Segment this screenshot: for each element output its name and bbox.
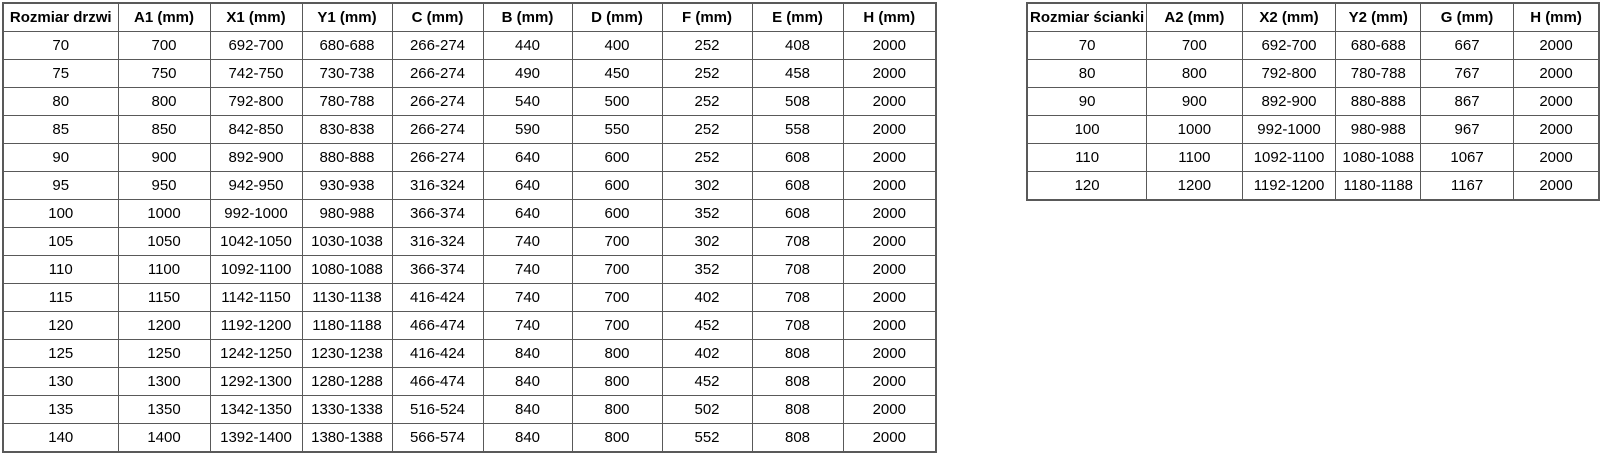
table-cell: 1400 — [118, 424, 210, 453]
table-row — [3, 172, 936, 200]
table-cell: 880-888 — [1336, 88, 1421, 116]
table-cell: 2000 — [843, 312, 936, 340]
table-cell: 1167 — [1421, 172, 1514, 201]
table-cell: 125 — [3, 340, 118, 368]
table-cell: 2000 — [843, 32, 936, 60]
table-cell: 842-850 — [210, 116, 302, 144]
table-cell: 1180-1188 — [302, 312, 392, 340]
table-cell: 266-274 — [392, 88, 483, 116]
table-cell: 2000 — [843, 396, 936, 424]
table-cell: 1242-1250 — [210, 340, 302, 368]
table-cell: 700 — [572, 312, 662, 340]
table-cell: 680-688 — [302, 32, 392, 60]
table-row — [3, 116, 936, 144]
table-cell: 1230-1238 — [302, 340, 392, 368]
table-cell: 740 — [483, 284, 572, 312]
table-cell: 352 — [662, 200, 752, 228]
table-cell: 780-788 — [302, 88, 392, 116]
table-cell: 1292-1300 — [210, 368, 302, 396]
table-cell: 1300 — [118, 368, 210, 396]
table-cell: 800 — [572, 424, 662, 453]
table-cell: 105 — [3, 228, 118, 256]
header-cell: Y2 (mm) — [1336, 3, 1421, 32]
table-cell: 85 — [3, 116, 118, 144]
table-cell: 502 — [662, 396, 752, 424]
table-cell: 740 — [483, 312, 572, 340]
table-cell: 75 — [3, 60, 118, 88]
table-cell: 552 — [662, 424, 752, 453]
table-cell: 708 — [752, 284, 843, 312]
table-cell: 1180-1188 — [1336, 172, 1421, 201]
table-cell: 516-524 — [392, 396, 483, 424]
table-cell: 1380-1388 — [302, 424, 392, 453]
table-cell: 892-900 — [1242, 88, 1336, 116]
header-cell: X2 (mm) — [1242, 3, 1336, 32]
table-cell: 1280-1288 — [302, 368, 392, 396]
table-row — [3, 60, 936, 88]
table-row — [1027, 144, 1599, 172]
table-cell: 2000 — [843, 60, 936, 88]
table-cell: 252 — [662, 32, 752, 60]
table-cell: 466-474 — [392, 368, 483, 396]
table-cell: 416-424 — [392, 340, 483, 368]
table-cell: 1342-1350 — [210, 396, 302, 424]
table-cell: 540 — [483, 88, 572, 116]
table-row — [3, 32, 936, 60]
table-cell: 750 — [118, 60, 210, 88]
table-row — [1027, 172, 1599, 201]
header-cell: X1 (mm) — [210, 3, 302, 32]
table-cell: 767 — [1421, 60, 1514, 88]
table-cell: 840 — [483, 368, 572, 396]
table-cell: 942-950 — [210, 172, 302, 200]
table-cell: 100 — [3, 200, 118, 228]
table-row — [1027, 60, 1599, 88]
table-cell: 708 — [752, 312, 843, 340]
table-cell: 1142-1150 — [210, 284, 302, 312]
table-cell: 808 — [752, 396, 843, 424]
table-cell: 252 — [662, 144, 752, 172]
table-cell: 800 — [1147, 60, 1242, 88]
table-cell: 2000 — [1514, 32, 1599, 60]
door-size-table-body — [3, 32, 936, 453]
table-cell: 1092-1100 — [1242, 144, 1336, 172]
table-cell: 740 — [483, 256, 572, 284]
table-cell: 692-700 — [210, 32, 302, 60]
table-cell: 992-1000 — [210, 200, 302, 228]
header-cell: H (mm) — [1514, 3, 1599, 32]
table-cell: 2000 — [843, 368, 936, 396]
table-cell: 252 — [662, 116, 752, 144]
door-size-table — [2, 2, 937, 453]
table-cell: 808 — [752, 368, 843, 396]
table-cell: 2000 — [843, 200, 936, 228]
table-cell: 2000 — [1514, 144, 1599, 172]
table-cell: 850 — [118, 116, 210, 144]
header-cell: G (mm) — [1421, 3, 1514, 32]
table-cell: 1192-1200 — [210, 312, 302, 340]
header-cell: F (mm) — [662, 3, 752, 32]
table-cell: 2000 — [843, 116, 936, 144]
table-cell: 252 — [662, 60, 752, 88]
table-cell: 2000 — [1514, 172, 1599, 201]
table-cell: 440 — [483, 32, 572, 60]
table-cell: 110 — [3, 256, 118, 284]
table-cell: 590 — [483, 116, 572, 144]
table-cell: 2000 — [843, 256, 936, 284]
table-cell: 1392-1400 — [210, 424, 302, 453]
header-cell: H (mm) — [843, 3, 936, 32]
table-cell: 1192-1200 — [1242, 172, 1336, 201]
table-cell: 700 — [572, 228, 662, 256]
header-row — [3, 3, 936, 32]
wall-size-table — [1026, 2, 1600, 201]
wall-size-table-container — [1026, 2, 1600, 201]
table-cell: 740 — [483, 228, 572, 256]
table-cell: 1100 — [1147, 144, 1242, 172]
table-cell: 792-800 — [1242, 60, 1336, 88]
table-cell: 1080-1088 — [1336, 144, 1421, 172]
table-cell: 608 — [752, 172, 843, 200]
table-row — [3, 228, 936, 256]
table-cell: 600 — [572, 144, 662, 172]
table-cell: 2000 — [843, 228, 936, 256]
header-cell: Rozmiar ścianki — [1027, 3, 1147, 32]
table-cell: 140 — [3, 424, 118, 453]
table-cell: 1067 — [1421, 144, 1514, 172]
table-cell: 2000 — [843, 88, 936, 116]
table-cell: 742-750 — [210, 60, 302, 88]
table-cell: 700 — [572, 256, 662, 284]
table-cell: 1350 — [118, 396, 210, 424]
table-cell: 1130-1138 — [302, 284, 392, 312]
table-cell: 408 — [752, 32, 843, 60]
door-size-table-container — [2, 2, 937, 453]
table-cell: 608 — [752, 200, 843, 228]
table-cell: 730-738 — [302, 60, 392, 88]
table-cell: 830-838 — [302, 116, 392, 144]
table-cell: 2000 — [1514, 88, 1599, 116]
table-cell: 840 — [483, 396, 572, 424]
table-cell: 316-324 — [392, 172, 483, 200]
table-cell: 840 — [483, 340, 572, 368]
table-cell: 452 — [662, 312, 752, 340]
table-cell: 402 — [662, 284, 752, 312]
table-cell: 640 — [483, 144, 572, 172]
table-cell: 800 — [118, 88, 210, 116]
table-cell: 950 — [118, 172, 210, 200]
table-cell: 1000 — [118, 200, 210, 228]
wall-size-table-body — [1027, 32, 1599, 201]
table-cell: 115 — [3, 284, 118, 312]
table-cell: 490 — [483, 60, 572, 88]
table-cell: 708 — [752, 228, 843, 256]
table-cell: 808 — [752, 424, 843, 453]
table-cell: 1100 — [118, 256, 210, 284]
header-cell: A2 (mm) — [1147, 3, 1242, 32]
table-cell: 458 — [752, 60, 843, 88]
table-cell: 400 — [572, 32, 662, 60]
table-cell: 352 — [662, 256, 752, 284]
table-cell: 266-274 — [392, 60, 483, 88]
table-cell: 70 — [1027, 32, 1147, 60]
table-cell: 1330-1338 — [302, 396, 392, 424]
table-cell: 302 — [662, 172, 752, 200]
header-cell: Rozmiar drzwi — [3, 3, 118, 32]
table-cell: 800 — [572, 340, 662, 368]
table-cell: 1080-1088 — [302, 256, 392, 284]
table-cell: 780-788 — [1336, 60, 1421, 88]
table-cell: 1042-1050 — [210, 228, 302, 256]
header-row — [1027, 3, 1599, 32]
table-cell: 680-688 — [1336, 32, 1421, 60]
table-cell: 930-938 — [302, 172, 392, 200]
table-cell: 708 — [752, 256, 843, 284]
table-cell: 900 — [118, 144, 210, 172]
table-cell: 2000 — [843, 424, 936, 453]
header-cell: C (mm) — [392, 3, 483, 32]
table-cell: 600 — [572, 172, 662, 200]
header-cell: E (mm) — [752, 3, 843, 32]
table-cell: 792-800 — [210, 88, 302, 116]
table-cell: 80 — [1027, 60, 1147, 88]
table-cell: 800 — [572, 368, 662, 396]
table-cell: 892-900 — [210, 144, 302, 172]
table-cell: 266-274 — [392, 144, 483, 172]
table-cell: 2000 — [843, 144, 936, 172]
table-cell: 700 — [1147, 32, 1242, 60]
table-cell: 70 — [3, 32, 118, 60]
table-cell: 808 — [752, 340, 843, 368]
table-cell: 402 — [662, 340, 752, 368]
table-cell: 135 — [3, 396, 118, 424]
table-cell: 508 — [752, 88, 843, 116]
table-cell: 800 — [572, 396, 662, 424]
table-cell: 452 — [662, 368, 752, 396]
wall-size-table-header — [1027, 3, 1599, 32]
table-cell: 366-374 — [392, 256, 483, 284]
table-row — [1027, 32, 1599, 60]
table-cell: 840 — [483, 424, 572, 453]
table-row — [3, 312, 936, 340]
table-cell: 550 — [572, 116, 662, 144]
table-cell: 110 — [1027, 144, 1147, 172]
table-cell: 1000 — [1147, 116, 1242, 144]
table-cell: 1050 — [118, 228, 210, 256]
table-cell: 1250 — [118, 340, 210, 368]
header-cell: A1 (mm) — [118, 3, 210, 32]
table-cell: 366-374 — [392, 200, 483, 228]
table-row — [1027, 88, 1599, 116]
table-cell: 500 — [572, 88, 662, 116]
table-cell: 266-274 — [392, 32, 483, 60]
table-cell: 980-988 — [302, 200, 392, 228]
table-cell: 992-1000 — [1242, 116, 1336, 144]
table-row — [3, 396, 936, 424]
table-cell: 416-424 — [392, 284, 483, 312]
table-row — [3, 144, 936, 172]
header-cell: D (mm) — [572, 3, 662, 32]
table-cell: 2000 — [843, 340, 936, 368]
table-cell: 867 — [1421, 88, 1514, 116]
table-row — [3, 368, 936, 396]
header-cell: Y1 (mm) — [302, 3, 392, 32]
table-cell: 2000 — [1514, 60, 1599, 88]
table-cell: 450 — [572, 60, 662, 88]
table-cell: 640 — [483, 200, 572, 228]
table-cell: 2000 — [843, 284, 936, 312]
table-cell: 558 — [752, 116, 843, 144]
table-row — [3, 200, 936, 228]
table-cell: 608 — [752, 144, 843, 172]
table-cell: 700 — [572, 284, 662, 312]
table-cell: 1092-1100 — [210, 256, 302, 284]
table-cell: 120 — [1027, 172, 1147, 201]
table-row — [3, 424, 936, 453]
table-cell: 1200 — [118, 312, 210, 340]
table-cell: 90 — [1027, 88, 1147, 116]
header-cell: B (mm) — [483, 3, 572, 32]
table-cell: 2000 — [843, 172, 936, 200]
door-size-table-header — [3, 3, 936, 32]
table-cell: 100 — [1027, 116, 1147, 144]
table-row — [1027, 116, 1599, 144]
table-row — [3, 88, 936, 116]
table-cell: 640 — [483, 172, 572, 200]
table-cell: 90 — [3, 144, 118, 172]
table-cell: 880-888 — [302, 144, 392, 172]
table-row — [3, 340, 936, 368]
table-cell: 130 — [3, 368, 118, 396]
table-cell: 1030-1038 — [302, 228, 392, 256]
table-cell: 900 — [1147, 88, 1242, 116]
table-cell: 566-574 — [392, 424, 483, 453]
table-cell: 600 — [572, 200, 662, 228]
table-cell: 302 — [662, 228, 752, 256]
table-cell: 980-988 — [1336, 116, 1421, 144]
table-cell: 316-324 — [392, 228, 483, 256]
table-row — [3, 256, 936, 284]
table-cell: 266-274 — [392, 116, 483, 144]
table-cell: 120 — [3, 312, 118, 340]
table-cell: 667 — [1421, 32, 1514, 60]
table-cell: 95 — [3, 172, 118, 200]
table-cell: 2000 — [1514, 116, 1599, 144]
table-cell: 700 — [118, 32, 210, 60]
table-cell: 967 — [1421, 116, 1514, 144]
table-cell: 692-700 — [1242, 32, 1336, 60]
table-cell: 252 — [662, 88, 752, 116]
table-cell: 466-474 — [392, 312, 483, 340]
table-cell: 1200 — [1147, 172, 1242, 201]
table-cell: 1150 — [118, 284, 210, 312]
table-row — [3, 284, 936, 312]
table-cell: 80 — [3, 88, 118, 116]
